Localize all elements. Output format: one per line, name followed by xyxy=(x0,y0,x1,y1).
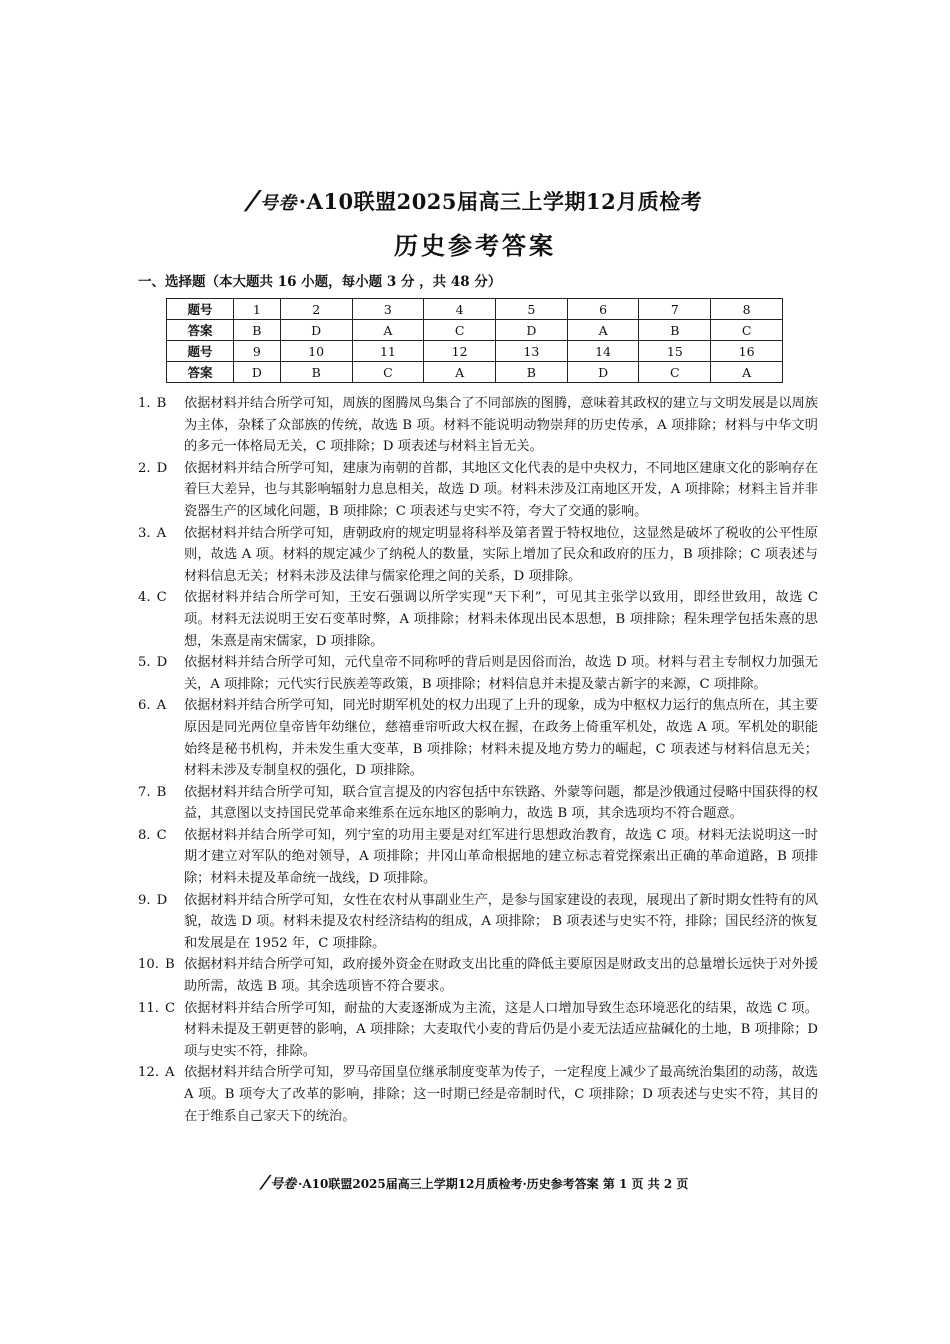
question-number: 7. xyxy=(138,784,151,800)
answer-cell: D xyxy=(496,320,568,341)
question-answer: A xyxy=(164,1065,175,1081)
question-number-row xyxy=(167,299,783,320)
explanation-text: 依据材料并结合所学可知，罗马帝国皇位继承制度变革为传子，一定程度上减少了最高统治集团的动荡，故选 A 项。B 项夸大了改革的影响，排除；这一时期已经是帝制时代，C 项排除；D 项表述与史实不符，其目的在于维系自己家天下的统治。 xyxy=(184,1065,818,1124)
footer-logo-icon: / xyxy=(259,1172,271,1193)
answer-item xyxy=(138,523,818,588)
question-answer: A xyxy=(156,698,167,714)
question-answer: A xyxy=(156,525,167,541)
question-label xyxy=(138,695,184,781)
question-label xyxy=(138,890,184,955)
answer-cell: A xyxy=(567,320,639,341)
answer-item xyxy=(138,954,818,997)
question-label xyxy=(138,458,184,523)
explanation-text: 依据材料并结合所学可知，王安石强调以所学实现“天下利”，可见其主张学以致用，即经世致用，故选 C 项。材料无法说明王安石变革时弊，A 项排除；材料未体现出民本思想，B 项排除；程朱理学包括朱熹的思想，朱熹是南宋儒家，D 项排除。 xyxy=(184,590,818,649)
question-answer: C xyxy=(156,827,167,843)
question-number: 4. xyxy=(138,590,151,606)
explanation-text: 依据材料并结合所学可知，元代皇帝不同称呼的背后则是因俗而治，故选 D 项。材料与君主专制权力加强无关，A 项排除；元代实行民族差等政策，B 项排除；材料信息并未提及蒙古新字的来源，C 项排除。 xyxy=(184,655,818,692)
question-label xyxy=(138,825,184,890)
question-number: 9. xyxy=(138,892,151,908)
answer-cell: B xyxy=(496,362,568,383)
question-number-cell: 5 xyxy=(496,299,568,320)
answer-item xyxy=(138,1062,818,1127)
answer-cell: B xyxy=(234,320,281,341)
question-number: 2. xyxy=(138,460,151,476)
question-answer: D xyxy=(156,892,168,908)
question-label xyxy=(138,652,184,695)
explanation-text: 依据材料并结合所学可知，同光时期军机处的权力出现了上升的现象，成为中枢权力运行的焦点所在，其主要原因是同光两位皇帝皆年幼继位，慈禧垂帘听政大权在握，在政务上倚重军机处，故选 A 项。军机处的职能始终是秘书机构，并未发生重大变革，B 项排除；材料未提及地方势力的崛起，C 项表述与材料信息无关；材料未涉及专制皇权的强化，D 项排除。 xyxy=(184,698,818,779)
explanation-text: 依据材料并结合所学可知，联合宣言提及的内容包括中东铁路、外蒙等问题，都是沙俄通过侵略中国获得的权益，其意图以支持国民党革命来维系在远东地区的影响力，故选 B 项，其余选项均不符合题意。 xyxy=(184,784,818,822)
question-number: 5. xyxy=(138,655,151,671)
answer-cell: C xyxy=(424,320,496,341)
question-number-cell: 2 xyxy=(280,299,352,320)
title-text: ·A10联盟2025届高三上学期12月质检考 xyxy=(298,189,703,214)
answer-item xyxy=(138,695,818,781)
answer-item xyxy=(138,998,818,1063)
answer-item xyxy=(138,652,818,695)
question-label xyxy=(138,1062,184,1127)
question-number-cell: 9 xyxy=(234,341,281,362)
explanation-text: 依据材料并结合所学可知，列宁室的功用主要是对红军进行思想政治教育，故选 C 项。材料无法说明这一时期才建立对军队的绝对领导，A 项排除；井冈山革命根据地的建立标志着党探索出正确的革命道路，B 项排除；材料未提及革命统一战线，D 项排除。 xyxy=(184,827,818,887)
question-number-cell: 11 xyxy=(352,341,424,362)
answer-cell: D xyxy=(280,320,352,341)
answer-explanations xyxy=(138,393,818,1127)
row-label: 题号 xyxy=(167,341,234,362)
brand-logo-text: 号卷 xyxy=(259,193,297,214)
answer-row xyxy=(167,320,783,341)
answer-cell: D xyxy=(234,362,281,383)
question-label xyxy=(138,393,184,458)
question-answer: C xyxy=(156,590,167,606)
question-number-cell: 15 xyxy=(639,341,711,362)
question-number: 11. xyxy=(138,1000,159,1016)
explanation-text: 依据材料并结合所学可知，周族的图腾凤鸟集合了不同部族的图腾，意味着其政权的建立与文明发展是以周族为主体，杂糅了众部族的传统，故选 B 项。材料不能说明动物崇拜的历史传承，A 项排除；材料与中华文明的多元一体格局无关，C 项排除；D 项表述与材料主旨无关。 xyxy=(184,396,818,455)
brand-logo-icon: / xyxy=(244,186,261,216)
page-footer xyxy=(0,1172,950,1193)
answer-cell: A xyxy=(711,362,783,383)
question-number-cell: 7 xyxy=(639,299,711,320)
question-number: 3. xyxy=(138,525,151,541)
answer-cell: D xyxy=(567,362,639,383)
question-answer: D xyxy=(156,460,168,476)
answer-item xyxy=(138,393,818,458)
answer-cell: B xyxy=(280,362,352,383)
answer-cell: C xyxy=(639,362,711,383)
question-number-cell: 12 xyxy=(424,341,496,362)
explanation-text: 依据材料并结合所学可知，女性在农村从事副业生产，是参与国家建设的表现，展现出了新时期女性特有的风貌，故选 D 项。材料未提及农村经济结构的组成，A 项排除； B 项表述与史实不符，排除；国民经济的恢复和发展是在 1952 年，C 项排除。 xyxy=(184,892,818,951)
footer-logo-text: 号卷 xyxy=(270,1177,297,1192)
answer-cell: A xyxy=(352,320,424,341)
row-label: 答案 xyxy=(167,362,234,383)
question-number: 6. xyxy=(138,698,151,714)
question-number: 1. xyxy=(138,396,151,411)
question-number-cell: 13 xyxy=(496,341,568,362)
answer-cell: B xyxy=(639,320,711,341)
answer-item xyxy=(138,782,818,825)
question-number-cell: 6 xyxy=(567,299,639,320)
answer-cell: C xyxy=(352,362,424,383)
row-label: 答案 xyxy=(167,320,234,341)
question-number-row xyxy=(167,341,783,362)
question-label xyxy=(138,587,184,652)
question-label xyxy=(138,954,184,997)
question-label xyxy=(138,782,184,825)
question-label xyxy=(138,998,184,1063)
question-number-cell: 1 xyxy=(234,299,281,320)
question-answer: B xyxy=(156,396,167,411)
row-label: 题号 xyxy=(167,299,234,320)
question-answer: B xyxy=(164,957,175,973)
explanation-text: 依据材料并结合所学可知，耐盐的大麦逐渐成为主流，这是人口增加导致生态环境恶化的结果，故选 C 项。材料未提及王朝更替的影响，A 项排除；大麦取代小麦的背后仍是小麦无法适应盐碱化的土地，B 项排除；D 项与史实不符，排除。 xyxy=(184,1000,818,1059)
answer-cell: C xyxy=(711,320,783,341)
section-heading: 一、选择题（本大题共 16 小题，每小题 3 分 ，共 48 分） xyxy=(138,274,502,290)
answer-row xyxy=(167,362,783,383)
explanation-text: 依据材料并结合所学可知，政府援外资金在财政支出比重的降低主要原因是财政支出的总量增长远快于对外援助所需，故选 B 项。其余选项皆不符合要求。 xyxy=(184,957,818,995)
explanation-text: 依据材料并结合所学可知，建康为南朝的首都，其地区文化代表的是中央权力，不同地区建康文化的影响存在着巨大差异，也与其影响辐射力息息相关，故选 D 项。材料未涉及江南地区开发，A 项排除；材料主旨并非瓷器生产的区域化问题，B 项排除；C 项表述与史实不符，夸大了交通的影响。 xyxy=(184,460,818,519)
question-number-cell: 16 xyxy=(711,341,783,362)
question-answer: D xyxy=(156,655,168,671)
explanation-text: 依据材料并结合所学可知，唐朝政府的规定明显将科举及第者置于特权地位，这显然是破坏了税收的公平性原则，故选 A 项。材料的规定减少了纳税人的数量，实际上增加了民众和政府的压力，B 项排除；C 项表述与材料信息无关；材料未涉及法律与儒家伦理之间的关系，D 项排除。 xyxy=(184,525,818,584)
footer-text: ·A10联盟2025届高三上学期12月质检考·历史参考答案 第 1 页 共 2 页 xyxy=(298,1177,689,1191)
question-answer: C xyxy=(164,1000,176,1016)
answer-item xyxy=(138,587,818,652)
answer-item xyxy=(138,890,818,955)
answer-table xyxy=(166,298,783,383)
answer-item xyxy=(138,458,818,523)
question-number: 8. xyxy=(138,827,151,843)
question-label xyxy=(138,523,184,588)
question-number-cell: 3 xyxy=(352,299,424,320)
answer-cell: A xyxy=(424,362,496,383)
question-number: 10. xyxy=(138,957,159,973)
document-subtitle: 历史参考答案 xyxy=(394,231,556,260)
question-number: 12. xyxy=(138,1065,159,1081)
answer-item xyxy=(138,825,818,890)
question-number-cell: 8 xyxy=(711,299,783,320)
question-answer: B xyxy=(156,784,167,800)
question-number-cell: 14 xyxy=(567,341,639,362)
document-title xyxy=(0,186,950,216)
question-number-cell: 10 xyxy=(280,341,352,362)
question-number-cell: 4 xyxy=(424,299,496,320)
